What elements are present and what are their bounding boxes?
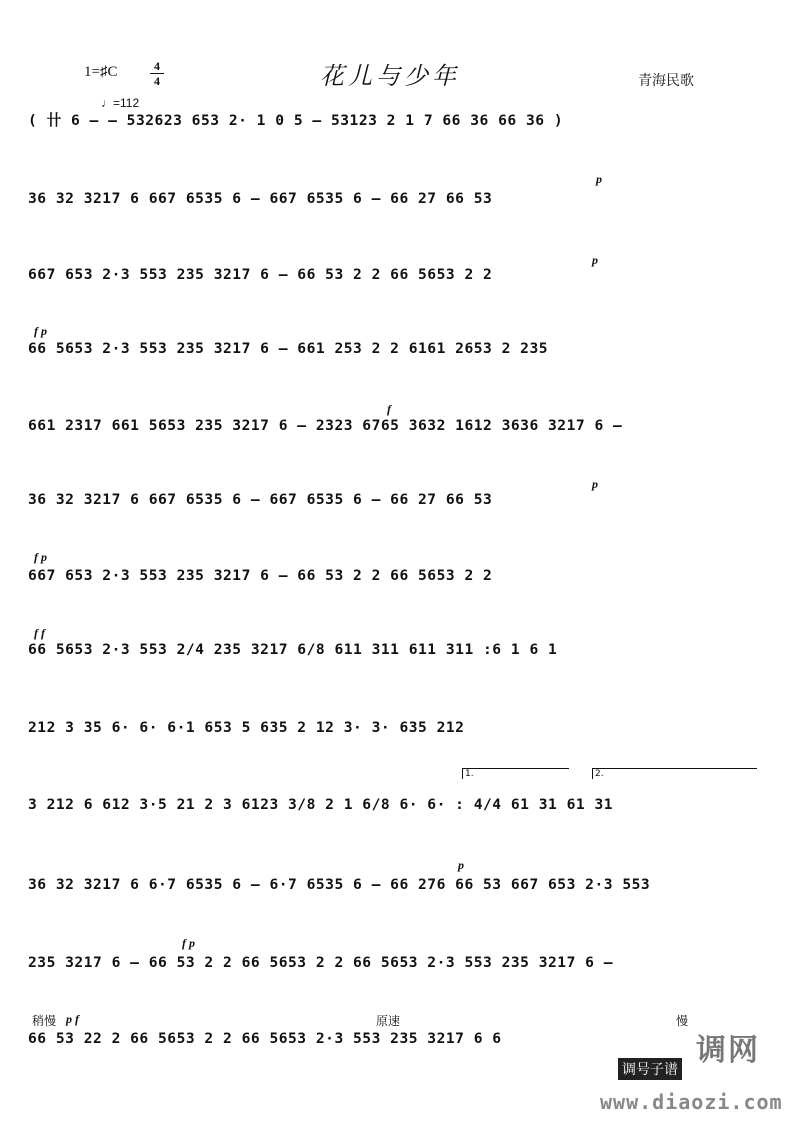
- notation-text: 36 32 3217 6 667 6535 6 – 667 6535 6 – 66 27 66 53: [28, 190, 493, 207]
- dynamic-mark: p: [458, 858, 464, 872]
- key-signature: 1=♯C: [84, 64, 118, 80]
- slightly-slower-marking: 稍慢: [32, 1014, 57, 1028]
- dynamic-mark: p: [592, 477, 598, 491]
- volta-first-ending: 1.: [462, 768, 569, 779]
- notation-text: ( 卄 6 – – 532623 653 2· 1 0 5 – 53123 2 1 7 66 36 66 36 ): [28, 112, 564, 129]
- score-line: [28, 563, 763, 589]
- dynamic-mark: p: [596, 172, 602, 186]
- score-line: [28, 715, 763, 741]
- tempo-marking: ♩=112: [101, 96, 140, 110]
- composer-credit: 青海民歌: [638, 73, 694, 89]
- meter-top: 4: [154, 59, 160, 73]
- notation-text: 3 212 6 612 3·5 21 2 3 6123 3/8 2 1 6/8 6· 6· : 4/4 61 31 61 31: [28, 796, 614, 813]
- score-line: [28, 413, 763, 439]
- score-line: [28, 262, 763, 288]
- watermark-label: 调号子谱: [618, 1058, 682, 1080]
- dynamic-mark: p f: [66, 1012, 79, 1026]
- watermark-site-name: 调网: [696, 1033, 760, 1068]
- notation-text: 661 2317 661 5653 235 3217 6 – 2323 6765 3632 1612 3636 3217 6 –: [28, 417, 623, 434]
- score-line: [28, 872, 763, 898]
- dynamic-mark: f p: [182, 936, 195, 950]
- slow-marking: 慢: [676, 1014, 689, 1028]
- notation-text: 66 5653 2·3 553 2/4 235 3217 6/8 611 311 611 311 :6 1 6 1: [28, 641, 558, 658]
- score-line: [28, 487, 763, 513]
- score-line: [28, 186, 763, 212]
- original-tempo-marking: 原速: [376, 1014, 401, 1028]
- notation-text: 212 3 35 6· 6· 6·1 653 5 635 2 12 3· 3· 635 212: [28, 719, 465, 736]
- meter-bottom: 4: [154, 74, 160, 88]
- volta-second-ending: 2.: [592, 768, 757, 779]
- score-line: [28, 637, 763, 663]
- score-line: [28, 336, 763, 362]
- score-line: [28, 108, 763, 134]
- watermark-url: www.diaozi.com: [600, 1090, 783, 1114]
- score-header: [0, 0, 791, 110]
- notation-text: 66 5653 2·3 553 235 3217 6 – 661 253 2 2 6161 2653 2 235: [28, 340, 549, 357]
- notation-text: 667 653 2·3 553 235 3217 6 – 66 53 2 2 66 5653 2 2: [28, 266, 493, 283]
- score-line: [28, 950, 763, 976]
- notation-text: 36 32 3217 6 667 6535 6 – 667 6535 6 – 66 27 66 53: [28, 491, 493, 508]
- dynamic-mark: f p: [34, 550, 47, 564]
- time-signature: [150, 60, 164, 87]
- score-line: [28, 792, 763, 818]
- site-watermark: [600, 1020, 783, 1120]
- notation-text: 235 3217 6 – 66 53 2 2 66 5653 2 2 66 5653 2·3 553 235 3217 6 –: [28, 954, 614, 971]
- dynamic-mark: f f: [34, 626, 45, 640]
- dynamic-mark: p: [592, 253, 598, 267]
- dynamic-mark: f p: [34, 324, 47, 338]
- notation-text: 66 53 22 2 66 5653 2 2 66 5653 2·3 553 235 3217 6 6: [28, 1030, 502, 1047]
- song-title: 花儿与少年: [320, 62, 460, 90]
- dynamic-mark: f: [387, 402, 391, 416]
- notation-text: 36 32 3217 6 6·7 6535 6 – 6·7 6535 6 – 66 276 66 53 667 653 2·3 553: [28, 876, 651, 893]
- notation-text: 667 653 2·3 553 235 3217 6 – 66 53 2 2 66 5653 2 2: [28, 567, 493, 584]
